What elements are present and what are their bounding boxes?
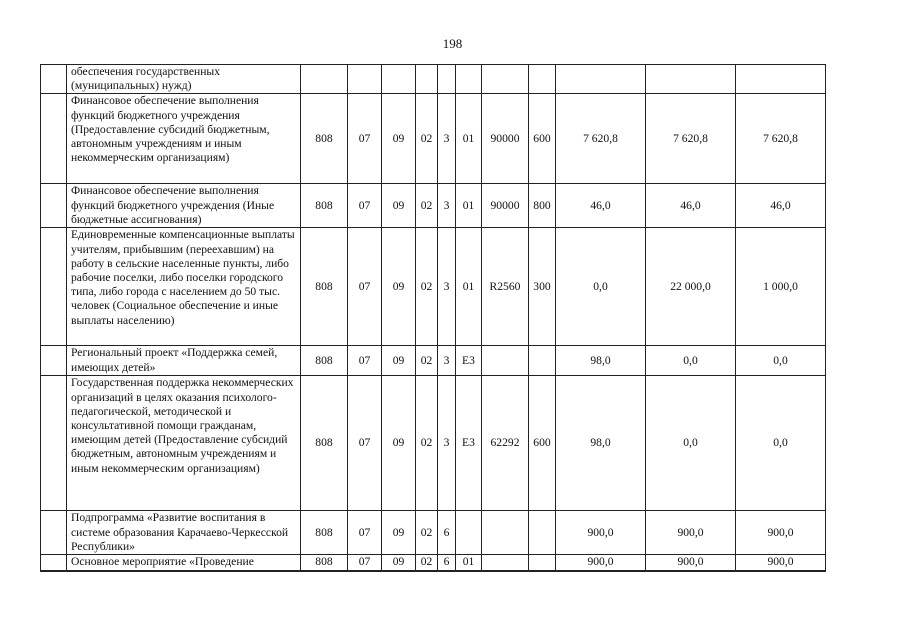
expense-type-code: 600: [529, 94, 556, 184]
table-row: [41, 65, 826, 94]
table-row: [41, 94, 826, 184]
subprogram-code: 3: [438, 376, 456, 511]
expense-type-code: 800: [529, 184, 556, 228]
program-code: 02: [416, 346, 438, 376]
amount-year-2: [646, 65, 736, 94]
subsection-code: 09: [382, 228, 416, 346]
subprogram-code: [438, 65, 456, 94]
subsection-code: 09: [382, 511, 416, 555]
event-code: 01: [456, 228, 482, 346]
program-code: 02: [416, 184, 438, 228]
program-code: 02: [416, 376, 438, 511]
subprogram-code: 6: [438, 511, 456, 555]
expense-type-code: [529, 65, 556, 94]
subprogram-code: 6: [438, 555, 456, 571]
row-description: Региональный проект «Поддержка семей, имеющих детей»: [67, 346, 301, 376]
direction-code: R2560: [482, 228, 529, 346]
section-code: 07: [348, 184, 382, 228]
subsection-code: 09: [382, 184, 416, 228]
direction-code: [482, 65, 529, 94]
subprogram-code: 3: [438, 94, 456, 184]
section-code: 07: [348, 511, 382, 555]
amount-year-3: 0,0: [736, 346, 826, 376]
expense-type-code: 300: [529, 228, 556, 346]
amount-year-3: [736, 65, 826, 94]
event-code: E3: [456, 346, 482, 376]
ministry-code: 808: [301, 346, 348, 376]
section-code: 07: [348, 346, 382, 376]
row-description: обеспечения государственных (муниципальных) нужд): [67, 65, 301, 94]
amount-year-1: 7 620,8: [556, 94, 646, 184]
row-index-cell: [41, 555, 67, 571]
amount-year-2: 0,0: [646, 376, 736, 511]
program-code: [416, 65, 438, 94]
table-row: [41, 346, 826, 376]
direction-code: [482, 346, 529, 376]
table-row: [41, 184, 826, 228]
amount-year-1: 900,0: [556, 511, 646, 555]
table-row: [41, 376, 826, 511]
event-code: 01: [456, 184, 482, 228]
subprogram-code: 3: [438, 346, 456, 376]
direction-code: 62292: [482, 376, 529, 511]
program-code: 02: [416, 555, 438, 571]
table-row: [41, 555, 826, 571]
event-code: [456, 65, 482, 94]
budget-table: [40, 64, 826, 572]
subsection-code: 09: [382, 376, 416, 511]
amount-year-1: 0,0: [556, 228, 646, 346]
section-code: 07: [348, 555, 382, 571]
subsection-code: 09: [382, 346, 416, 376]
row-description: Финансовое обеспечение выполнения функций бюджетного учреждения (Иные бюджетные ассигнования): [67, 184, 301, 228]
row-description: Единовременные компенсационные выплаты учителям, прибывшим (переехавшим) на работу в сельские населенные пункты, либо рабочие поселки, либо поселки городского типа, либо города с населением до 50 тыс. человек (Социальное обеспечение и иные выплаты населению): [67, 228, 301, 346]
amount-year-3: 900,0: [736, 511, 826, 555]
row-description: Основное мероприятие «Проведение: [67, 555, 301, 571]
row-index-cell: [41, 184, 67, 228]
expense-type-code: [529, 555, 556, 571]
section-code: 07: [348, 94, 382, 184]
section-code: 07: [348, 228, 382, 346]
event-code: 01: [456, 94, 482, 184]
subsection-code: 09: [382, 94, 416, 184]
ministry-code: [301, 65, 348, 94]
amount-year-3: 46,0: [736, 184, 826, 228]
amount-year-1: [556, 65, 646, 94]
amount-year-3: 900,0: [736, 555, 826, 571]
program-code: 02: [416, 511, 438, 555]
expense-type-code: [529, 346, 556, 376]
amount-year-3: 7 620,8: [736, 94, 826, 184]
section-code: 07: [348, 376, 382, 511]
amount-year-2: 22 000,0: [646, 228, 736, 346]
amount-year-1: 900,0: [556, 555, 646, 571]
row-index-cell: [41, 511, 67, 555]
ministry-code: 808: [301, 228, 348, 346]
amount-year-1: 98,0: [556, 376, 646, 511]
direction-code: 90000: [482, 184, 529, 228]
amount-year-2: 46,0: [646, 184, 736, 228]
table-body: [41, 65, 826, 571]
event-code: [456, 511, 482, 555]
amount-year-2: 900,0: [646, 511, 736, 555]
ministry-code: 808: [301, 555, 348, 571]
amount-year-1: 98,0: [556, 346, 646, 376]
subsection-code: 09: [382, 555, 416, 571]
subprogram-code: 3: [438, 228, 456, 346]
direction-code: [482, 555, 529, 571]
direction-code: [482, 511, 529, 555]
amount-year-3: 0,0: [736, 376, 826, 511]
table-row: [41, 511, 826, 555]
row-description: Подпрограмма «Развитие воспитания в системе образования Карачаево-Черкесской Республики»: [67, 511, 301, 555]
ministry-code: 808: [301, 511, 348, 555]
event-code: E3: [456, 376, 482, 511]
program-code: 02: [416, 228, 438, 346]
amount-year-3: 1 000,0: [736, 228, 826, 346]
row-description: Государственная поддержка некоммерческих организаций в целях оказания психолого-педагогической, методической и консультативной помощи гражданам, имеющим детей (Предоставление субсидий бюджетным, автономным учреждениям и иным некоммерческим организациям): [67, 376, 301, 511]
amount-year-2: 900,0: [646, 555, 736, 571]
section-code: [348, 65, 382, 94]
expense-type-code: [529, 511, 556, 555]
subsection-code: [382, 65, 416, 94]
row-index-cell: [41, 346, 67, 376]
amount-year-2: 0,0: [646, 346, 736, 376]
table-row: [41, 228, 826, 346]
row-description: Финансовое обеспечение выполнения функций бюджетного учреждения (Предоставление субсидий бюджетным, автономным учреждениям и иным некоммерческим организациям): [67, 94, 301, 184]
event-code: 01: [456, 555, 482, 571]
row-index-cell: [41, 94, 67, 184]
direction-code: 90000: [482, 94, 529, 184]
subprogram-code: 3: [438, 184, 456, 228]
row-index-cell: [41, 228, 67, 346]
row-index-cell: [41, 65, 67, 94]
ministry-code: 808: [301, 376, 348, 511]
row-index-cell: [41, 376, 67, 511]
expense-type-code: 600: [529, 376, 556, 511]
page-number: 198: [442, 36, 463, 51]
amount-year-1: 46,0: [556, 184, 646, 228]
program-code: 02: [416, 94, 438, 184]
ministry-code: 808: [301, 94, 348, 184]
ministry-code: 808: [301, 184, 348, 228]
amount-year-2: 7 620,8: [646, 94, 736, 184]
